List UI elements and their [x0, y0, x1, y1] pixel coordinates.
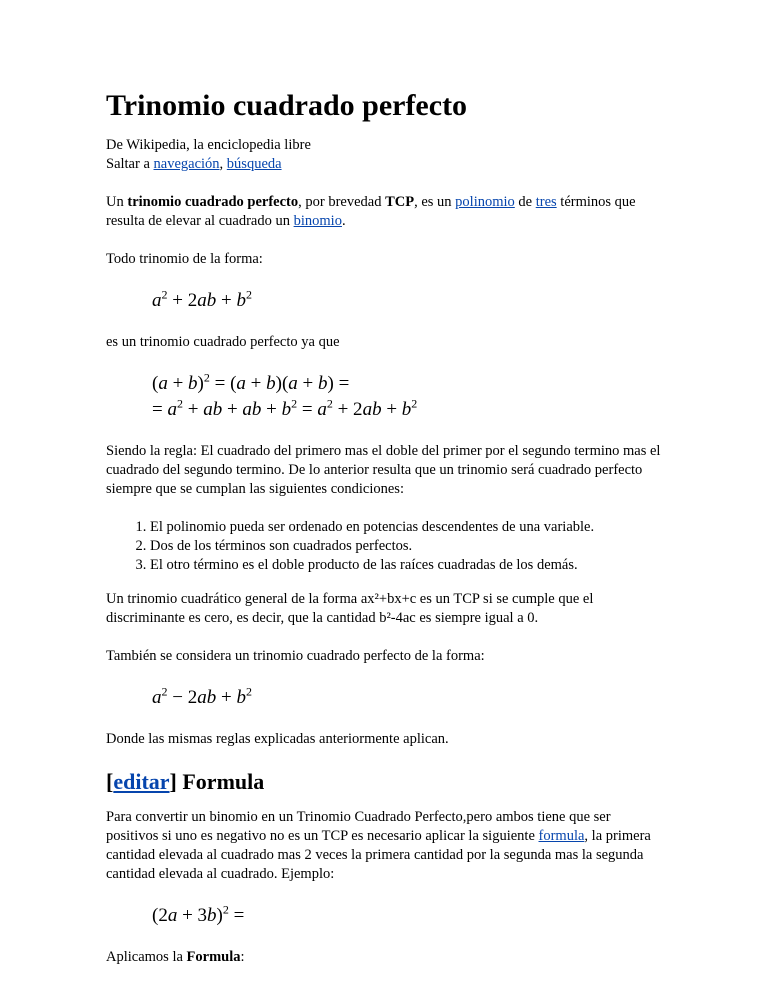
formula-link[interactable]: formula — [538, 828, 585, 844]
apply-paragraph: Aplicamos la Formula: — [106, 949, 245, 965]
binomio-link[interactable]: binomio — [293, 213, 342, 229]
article-content — [106, 88, 666, 986]
formula-trinomial: $a^2 + 2ab + b^2$ — [152, 287, 252, 311]
polinomio-link[interactable]: polinomio — [455, 194, 515, 210]
also-paragraph: También se considera un trinomio cuadrado perfecto de la forma: — [106, 648, 485, 664]
formula-example: $(2a + 3b)^2$ = — [152, 902, 245, 926]
navigation-link[interactable]: navegación — [153, 156, 220, 172]
formula-paragraph: Para convertir un binomio en un Trinomio Cuadrado Perfecto,pero ambos tiene que ser positivos si uno es negativo no es un TCP es necesario aplicar la siguiente formula, la primera cantidad elevada al cuadrado mas 2 veces la primera cantidad por la segunda mas la segunda cantidad elevada al cuadrado. Ejemplo: — [106, 809, 651, 882]
rule-paragraph: Siendo la regla: El cuadrado del primero mas el doble del primer por el segundo termino mas el cuadrado del segundo termino. De lo anterior resulta que un trinomio será cuadrado perfecto siempre que se cumplan las siguientes condiciones: — [106, 443, 661, 497]
rules-apply-paragraph: Donde las mismas reglas explicadas anteriormente aplican. — [106, 731, 449, 747]
because-paragraph: es un trinomio cuadrado perfecto ya que — [106, 334, 340, 350]
search-link[interactable]: búsqueda — [226, 156, 282, 172]
formula-difference: $a^2 - 2ab + b^2$ — [152, 684, 252, 708]
form-paragraph: Todo trinomio de la forma: — [106, 251, 263, 267]
list-item: 3. El otro término es el doble producto de las raíces cuadradas de los demás. — [150, 556, 666, 575]
page-title: Trinomio cuadrado perfecto — [106, 89, 468, 122]
jump-line: Saltar a navegación, búsqueda — [106, 156, 282, 172]
general-paragraph: Un trinomio cuadrático general de la forma ax²+bx+c es un TCP si se cumple que el discriminante es cero, es decir, que la cantidad b²-4ac es siempre igual a 0. — [106, 591, 594, 626]
edit-link[interactable]: editar — [113, 769, 170, 794]
article-source — [106, 136, 666, 174]
formula-expansion: $(a + b)^2 = (a + b)(a + b)$ = = $a^2$ + ab + ab + $b^2 = a^2 + 2ab + b^2$ — [152, 370, 418, 420]
section-heading: [editar] Formula — [106, 769, 265, 794]
tres-link[interactable]: tres — [535, 194, 557, 210]
source-line: De Wikipedia, la enciclopedia libre — [106, 137, 311, 153]
list-item: 1. El polinomio pueda ser ordenado en potencias descendentes de una variable. — [150, 518, 666, 537]
list-item: 2. Dos de los términos son cuadrados perfectos. — [150, 537, 666, 556]
intro-paragraph: Un trinomio cuadrado perfecto, por brevedad TCP, es un polinomio de tres términos que resulta de elevar al cuadrado un binomio. — [106, 194, 636, 229]
conditions-list — [106, 518, 666, 575]
